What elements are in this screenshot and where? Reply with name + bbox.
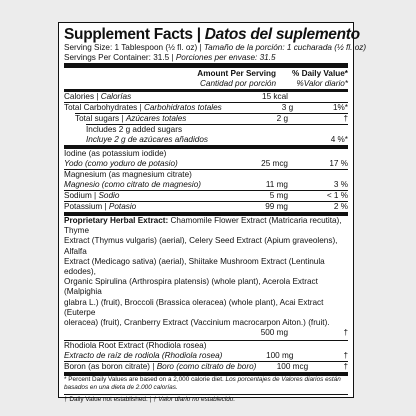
- rhodiola-label-es: Extracto de raíz de rodiola (Rhodiola rosea): [64, 351, 223, 361]
- boron-label-es: Boro (como citrato de boro): [156, 362, 257, 372]
- footnote1-en: * Percent Daily Values are based on a 2,000 calorie diet.: [64, 376, 224, 384]
- serving-size-en: Serving Size: 1 Tablespoon (½ fl. oz): [64, 43, 198, 52]
- carbs-amount: 3 g: [281, 103, 294, 112]
- magnesium-label: Magnesium (as magnesium citrate): [64, 170, 192, 179]
- nutrient-row-potassium: [64, 202, 348, 212]
- iodine-label-es: Yodo (como yoduro de potasio): [64, 159, 178, 168]
- rhodiola-amount: 100 mg: [266, 351, 294, 361]
- nutrient-row-carbs: [64, 103, 348, 113]
- dv-header: % Daily Value*: [292, 69, 348, 78]
- sodium-label-es: Sodio: [98, 191, 120, 200]
- proprietary-line-1: Chamomile Flower Extract (Matricaria recutita), Thyme: [64, 216, 342, 236]
- iodine-label: Iodine (as potassium iodide): [64, 149, 167, 158]
- nutrient-row-boron: [64, 362, 348, 372]
- rhodiola-dv: †: [343, 351, 348, 361]
- dv-header-es: %Valor diario*: [296, 78, 348, 88]
- iodine-amount: 25 mcg: [261, 159, 288, 168]
- sugars-amount: 2 g: [276, 114, 288, 123]
- proprietary-line-2: Extract (Thymus vulgaris) (aerial), Celery Seed Extract (Apium graveolens), Alfalfa: [64, 236, 338, 256]
- proprietary-amount-row: [64, 328, 348, 338]
- proprietary-dv: †: [343, 328, 348, 338]
- proprietary-label: Proprietary Herbal Extract:: [64, 216, 169, 225]
- boron-label: Boron (as boron citrate) |: [64, 362, 157, 372]
- potassium-label: Potassium |: [64, 202, 109, 211]
- nutrient-row-iodine: [64, 149, 348, 169]
- carbs-label-es: Carbohidratos totales: [143, 103, 222, 112]
- iodine-dv: 17 %: [329, 159, 348, 168]
- serving-size-es: Tamaño de la porción: 1 cucharada (½ fl. oz): [203, 43, 367, 52]
- footnote-not-established: [64, 396, 348, 404]
- proprietary-line-4: Organic Spirulina (Arthrospira platensis) (whole plant), Acerola Extract (Malpighia: [64, 277, 318, 297]
- sodium-dv: < 1 %: [326, 191, 348, 200]
- footnote2-en: † Daily Value not established. |: [64, 395, 153, 403]
- potassium-dv: 2 %: [333, 202, 348, 211]
- nutrient-row-rhodiola: [64, 341, 348, 361]
- proprietary-line-3: Extract (Medicago sativa) (aerial), Shiitake Mushroom Extract (Lentinula edodes),: [64, 256, 325, 277]
- footnote1-es2: basados en una dieta de 2.000 calorías.: [64, 384, 178, 392]
- proprietary-blend: [64, 216, 348, 328]
- proprietary-line-6: oleracea) (fruit), Cranberry Extract (Vaccinium macrocarpon Aiton.) (fruit).: [64, 318, 330, 328]
- carbs-label: Total Carbohydrates |: [64, 103, 144, 112]
- serving-size: Serving Size: 1 Tablespoon (½ fl. oz) | Tamaño de la porción: 1 cucharada (½ fl. oz): [64, 43, 367, 52]
- sugars-label: Total sugars |: [75, 114, 126, 123]
- potassium-amount: 99 mg: [265, 202, 288, 211]
- panel-title: [64, 26, 360, 43]
- amount-header: Amount Per Serving: [197, 69, 276, 78]
- nutrient-row-magnesium: [64, 170, 348, 190]
- sodium-amount: 5 mg: [269, 191, 288, 200]
- added-sugars-dv: 4 %*: [330, 135, 348, 144]
- proprietary-amount: 500 mg: [260, 328, 288, 338]
- nutrient-row-added-sugars: [64, 125, 348, 145]
- nutrient-row-sugars: [64, 114, 348, 124]
- nutrient-row-sodium: [64, 191, 348, 201]
- sugars-dv: †: [343, 114, 348, 123]
- calories-dv: [288, 92, 348, 102]
- servings-per-container: Servings Per Container: 31.5 | Porciones per envase: 31.5: [64, 53, 276, 62]
- amount-header-es: Cantidad por porción: [199, 78, 276, 88]
- boron-dv: †: [343, 362, 348, 372]
- boron-amount: 100 mcg: [276, 362, 309, 372]
- calories-label: Calories |: [64, 92, 101, 101]
- footnote1-es: Los porcentajes de Valores diarios están: [223, 376, 341, 384]
- rhodiola-label: Rhodiola Root Extract (Rhodiola rosea): [64, 341, 207, 351]
- proprietary-line-5: glabra L.) (fruit), Broccoli (Brassica oleracea) (whole plant), Acai Extract (Euterpe: [64, 297, 324, 317]
- calories-label-es: Calorías: [100, 92, 132, 101]
- servings-es: Porciones per envase: 31.5: [175, 53, 276, 62]
- title-sep: |: [192, 26, 205, 43]
- sodium-label: Sodium |: [64, 191, 99, 200]
- footnote-daily-values: [64, 376, 348, 392]
- footnote2-es: † Valor diario no establecido.: [152, 395, 236, 403]
- magnesium-dv: 3 %: [333, 180, 348, 189]
- sugars-label-es: Azúcares totales: [125, 114, 187, 123]
- added-sugars-label: Includes 2 g added sugars: [86, 125, 183, 134]
- nutrient-row-calories: [64, 92, 348, 102]
- potassium-label-es: Potasio: [108, 202, 137, 211]
- carbs-dv: 1%*: [332, 103, 348, 112]
- title-en: Supplement Facts: [64, 26, 193, 43]
- calories-amount: 15 kcal: [262, 92, 288, 101]
- magnesium-label-es: Magnesio (como citrato de magnesio): [64, 180, 201, 189]
- magnesium-amount: 11 mg: [265, 180, 288, 189]
- supplement-facts-panel: [58, 22, 367, 403]
- servings-en: Servings Per Container: 31.5: [64, 53, 170, 62]
- title-es: Datos del suplemento: [204, 26, 360, 43]
- added-sugars-label-es: Incluye 2 g de azúcares añadidos: [86, 135, 208, 144]
- column-header: [64, 68, 348, 89]
